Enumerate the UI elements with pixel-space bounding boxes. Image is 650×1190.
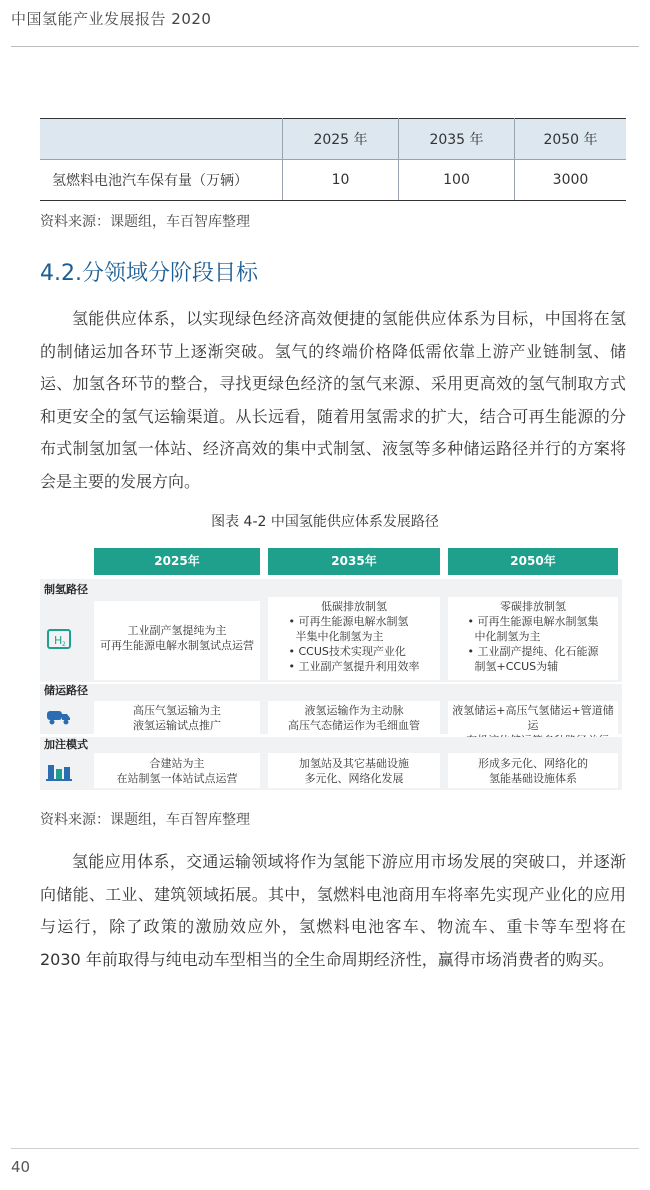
paragraph-supply-text: 氢能供应体系，以实现绿色经济高效便捷的氢能供应体系为目标，中国将在氢的制储运加各环节上逐渐突破。氢气的终端价格降低需依靠上游产业链制氢、储运、加氢各环节的整合，寻找更绿色经济的氢气来源、采用更高效的氢气制取方式和更安全的氢气运输渠道。从长远看，随着用氢需求的扩大，结合可再生能源的分布式制氢加氢一体站、经济高效的集中式制氢、液氢等多种储运路径并行的方案将会是主要的发展方向。 xyxy=(40,309,626,491)
footer-rule xyxy=(11,1148,639,1149)
production-2035-title: 低碳排放制氢 xyxy=(321,600,387,613)
section-title: 4.2.分领域分阶段目标 xyxy=(40,261,258,286)
svg-text:H: H xyxy=(54,634,63,647)
paragraph-application-text: 氢能应用体系，交通运输领域将作为氢能下游应用市场发展的突破口，并逐渐向储能、工业、建筑领域拓展。其中，氢燃料电池商用车将率先实现产业化的应用与运行，除了政策的激励效应外，氢燃料电池客车、物流车、重卡等车型将在 2030 年前取得与纯电动车型相当的全生命周期经济性，赢得市场消费者的购买。 xyxy=(40,852,626,969)
paragraph-supply xyxy=(40,303,626,498)
table-source-note: 资料来源：课题组，车百智库整理 xyxy=(40,214,250,230)
refuel-2050-line1: 形成多元化、网络化的 xyxy=(478,757,588,770)
category-label-transport: 储运路径 xyxy=(44,684,88,697)
transport-2025-line1: 高压气氢运输为主 xyxy=(133,704,221,717)
paragraph-application xyxy=(40,846,626,976)
running-header: 中国氢能产业发展报告 2020 xyxy=(11,10,212,28)
year-header-2050: 2050年 xyxy=(448,548,618,575)
table-row xyxy=(40,160,626,201)
transport-2035-line2: 高压气态储运作为毛细血管 xyxy=(288,719,420,732)
transport-2035-line1: 液氢运输作为主动脉 xyxy=(304,704,404,717)
production-2035-line2: 半集中化制氢为主 xyxy=(288,630,384,643)
supply-path-figure xyxy=(40,545,622,795)
figure-source-note: 资料来源：课题组，车百智库整理 xyxy=(40,812,250,828)
refuel-2025-cell xyxy=(94,753,260,788)
transport-2050-line1: 液氢储运+高压气氢储运+管道储运 xyxy=(452,704,614,732)
year-header-2025: 2025年 xyxy=(94,548,260,575)
hydrogen-icon xyxy=(46,628,72,650)
table-header-row xyxy=(40,119,626,160)
refuel-2035-line1: 加氢站及其它基础设施 xyxy=(299,757,409,770)
page-number: 40 xyxy=(11,1158,31,1176)
production-2050-cell xyxy=(448,597,618,680)
production-2050-title: 零碳排放制氢 xyxy=(500,600,566,613)
category-label-refuel: 加注模式 xyxy=(44,738,88,751)
production-2035-list xyxy=(289,614,420,674)
refuel-2035-line2: 多元化、网络化发展 xyxy=(304,772,404,785)
production-2050-list xyxy=(468,614,599,674)
table-header-2050: 2050 年 xyxy=(515,119,627,160)
production-2025-cell xyxy=(94,601,260,680)
production-2035-cell xyxy=(268,597,440,680)
vehicle-table xyxy=(40,118,626,201)
table-cell-2035: 100 xyxy=(399,160,515,201)
production-2035-line4: • 工业副产氢提升利用效率 xyxy=(288,660,420,673)
refuel-2035-cell xyxy=(268,753,440,788)
truck-icon xyxy=(46,705,72,727)
transport-2050-cell xyxy=(448,701,618,734)
production-2050-line2: 中化制氢为主 xyxy=(467,630,541,643)
refuel-2025-line1: 合建站为主 xyxy=(149,757,205,770)
transport-2025-cell xyxy=(94,701,260,734)
svg-text:2: 2 xyxy=(62,641,66,648)
refuel-2050-line2: 氢能基础设施体系 xyxy=(489,772,577,785)
figure-title: 图表 4-2 中国氢能供应体系发展路径 xyxy=(211,514,439,530)
production-2050-line4: 制氢+CCUS为辅 xyxy=(467,660,559,673)
production-2025-line2: 可再生能源电解水制氢试点运营 xyxy=(100,639,254,652)
production-2035-line3: • CCUS技术实现产业化 xyxy=(288,645,406,658)
table-header-2035: 2035 年 xyxy=(399,119,515,160)
transport-2035-cell xyxy=(268,701,440,734)
production-2050-line3: • 工业副产提纯、化石能源 xyxy=(467,645,599,658)
production-2025-line1: 工业副产氢提纯为主 xyxy=(127,624,227,637)
production-2050-line1: • 可再生能源电解水制氢集 xyxy=(467,615,599,628)
category-label-production: 制氢路径 xyxy=(44,583,88,596)
header-rule xyxy=(11,46,639,47)
refuel-2050-cell xyxy=(448,753,618,788)
refuel-2025-line2: 在站制氢一体站试点运营 xyxy=(116,772,238,785)
table-header-empty xyxy=(40,119,283,160)
station-icon xyxy=(46,759,72,781)
transport-2025-line2: 液氢运输试点推广 xyxy=(133,719,221,732)
table-cell-2050: 3000 xyxy=(515,160,627,201)
year-header-2035: 2035年 xyxy=(268,548,440,575)
production-2035-line1: • 可再生能源电解水制氢 xyxy=(288,615,409,628)
table-header-2025: 2025 年 xyxy=(283,119,399,160)
table-cell-2025: 10 xyxy=(283,160,399,201)
table-row-label: 氢燃料电池汽车保有量（万辆） xyxy=(40,160,283,201)
